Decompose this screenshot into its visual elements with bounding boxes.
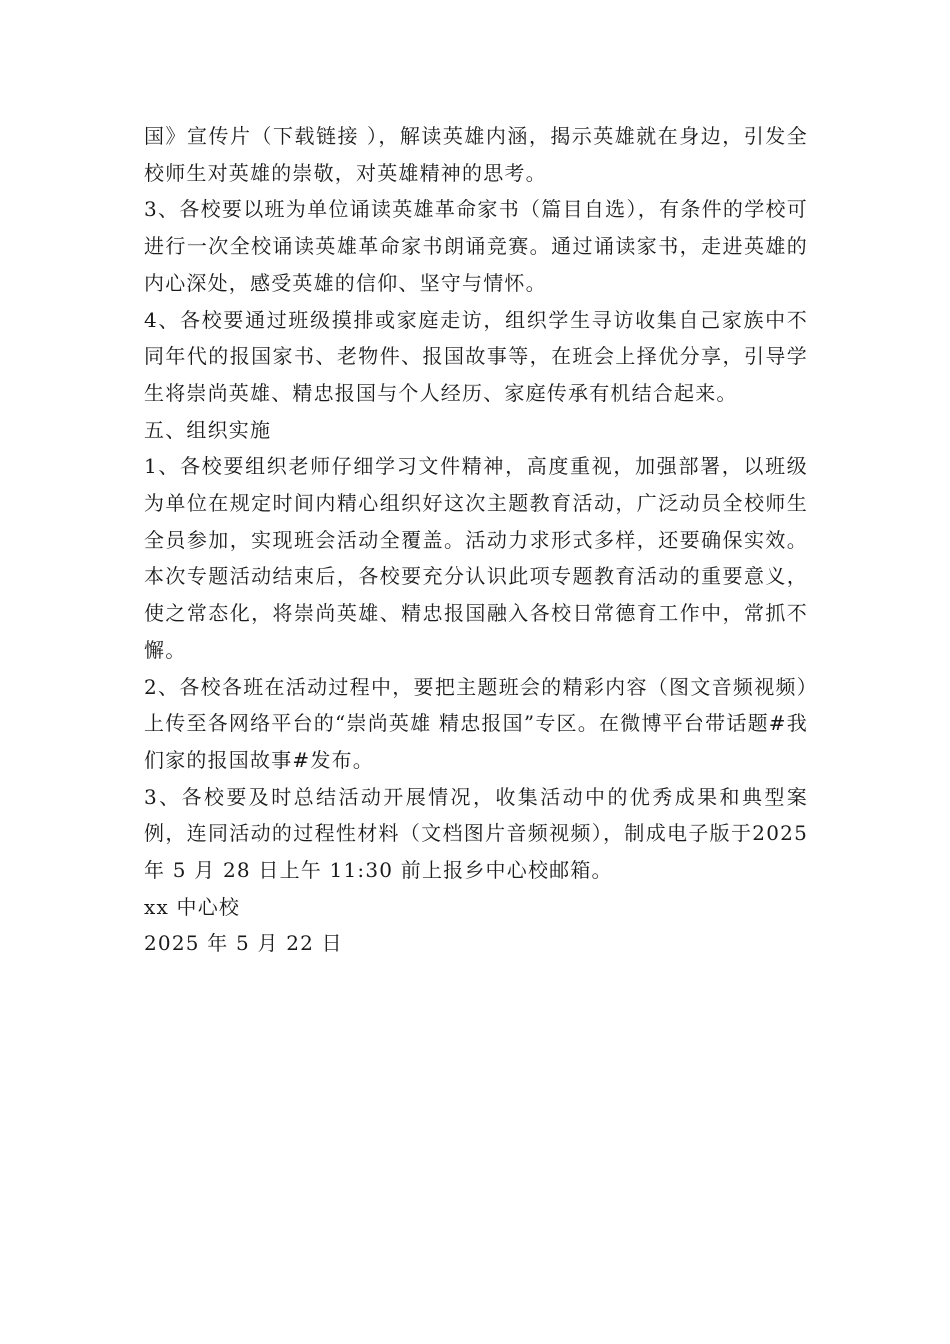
paragraph-item-4: 4、各校要通过班级摸排或家庭走访，组织学生寻访收集自己家族中不同年代的报国家书、老物件、报国故事等，在班会上择优分享，引导学生将崇尚英雄、精忠报国与个人经历、家庭传承有机结合起来。 bbox=[144, 307, 808, 405]
document-body bbox=[144, 118, 808, 962]
paragraph-intro-continuation: 国》宣传片（下载链接 ），解读英雄内涵，揭示英雄就在身边，引发全校师生对英雄的崇敬，对英雄精神的思考。 bbox=[144, 124, 808, 185]
signature: xx 中心校 bbox=[144, 894, 241, 919]
section-paragraph-3: 3、各校要及时总结活动开展情况，收集活动中的优秀成果和典型案例，连同活动的过程性材料（文档图片音频视频），制成电子版于2025 年 5 月 28 日上午 11:30 前上报乡中心校邮箱。 bbox=[144, 784, 808, 883]
paragraph-item-3: 3、各校要以班为单位诵读英雄革命家书（篇目自选），有条件的学校可进行一次全校诵读英雄革命家书朗诵竞赛。通过诵读家书，走进英雄的内心深处，感受英雄的信仰、坚守与情怀。 bbox=[144, 197, 808, 295]
section-heading: 五、组织实施 bbox=[144, 417, 272, 442]
document-date: 2025 年 5 月 22 日 bbox=[144, 931, 343, 956]
section-paragraph-2: 2、各校各班在活动过程中，要把主题班会的精彩内容（图文音频视频）上传至各网络平台的“崇尚英雄 精忠报国”专区。在微博平台带话题#我们家的报国故事#发布。 bbox=[144, 674, 808, 772]
section-paragraph-1: 1、各校要组织老师仔细学习文件精神，高度重视，加强部署，以班级为单位在规定时间内精心组织好这次主题教育活动，广泛动员全校师生全员参加，实现班会活动全覆盖。活动力求形式多样，还要确保实效。本次专题活动结束后，各校要充分认识此项专题教育活动的重要意义，使之常态化，将崇尚英雄、精忠报国融入各校日常德育工作中，常抓不懈。 bbox=[144, 454, 808, 662]
